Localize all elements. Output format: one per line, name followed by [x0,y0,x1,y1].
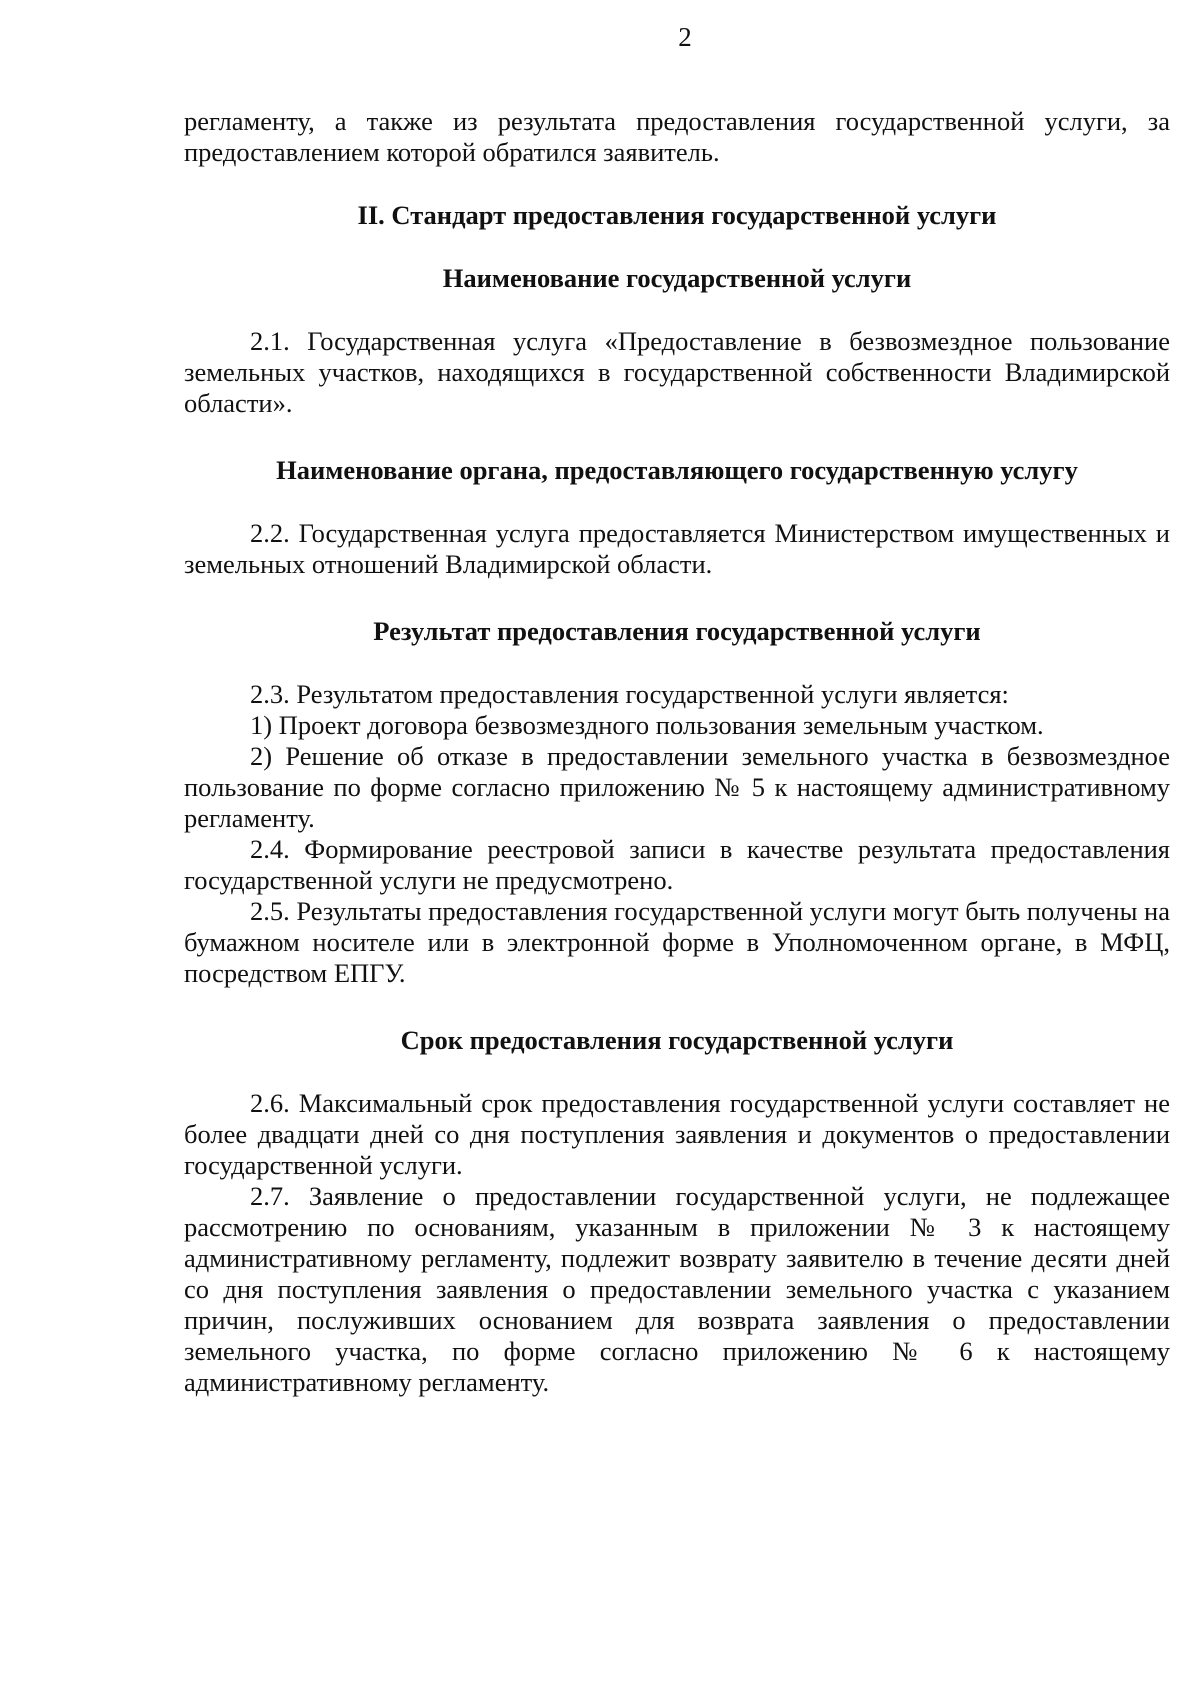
section-title: II. Стандарт предоставления государственной услуги [357,200,997,230]
heading-term: Срок предоставления государственной услуги [400,1025,954,1055]
page-number: 2 [678,22,692,52]
paragraph-2-1: 2.1. Государственная услуга «Предоставление в безвозмездное пользование земельных участков, находящихся в государственной собственности Владимирской области». [184,326,1170,418]
paragraph-2-4: 2.4. Формирование реестровой записи в качестве результата предоставления государственной услуги не предусмотрено. [184,834,1170,895]
heading-organ: Наименование органа, предоставляющего государственную услугу [276,455,1078,485]
paragraph-2-5: 2.5. Результаты предоставления государственной услуги могут быть получены на бумажном носителе или в электронной форме в Уполномоченном органе, в МФЦ, посредством ЕПГУ. [184,896,1170,988]
result-item-1: 1) Проект договора безвозмездного пользования земельным участком. [250,710,1044,740]
paragraph-2-3: 2.3. Результатом предоставления государственной услуги является: [250,679,1009,709]
heading-service-name: Наименование государственной услуги [442,263,912,293]
page-content [184,106,1170,1398]
paragraph-2-7: 2.7. Заявление о предоставлении государственной услуги, не подлежащее рассмотрению по основаниям, указанным в приложении № 3 к настоящему административному регламенту, подлежит возврату заявителю в течение десяти дней со дня поступления заявления о предоставлении земельного участка с указанием причин, послуживших основанием для возврата заявления о предоставлении земельного участка, по форме согласно приложению № 6 к настоящему административному регламенту. [184,1181,1170,1397]
result-item-2: 2) Решение об отказе в предоставлении земельного участка в безвозмездное пользование по форме согласно приложению № 5 к настоящему административному регламенту. [184,741,1170,833]
paragraph-2-2: 2.2. Государственная услуга предоставляется Министерством имущественных и земельных отношений Владимирской области. [184,518,1170,579]
paragraph-2-6: 2.6. Максимальный срок предоставления государственной услуги составляет не более двадцати дней со дня поступления заявления и документов о предоставлении государственной услуги. [184,1088,1170,1180]
continuation-paragraph: регламенту, а также из результата предоставления государственной услуги, за предоставлением которой обратился заявитель. [184,106,1170,167]
heading-result: Результат предоставления государственной услуги [373,616,981,646]
